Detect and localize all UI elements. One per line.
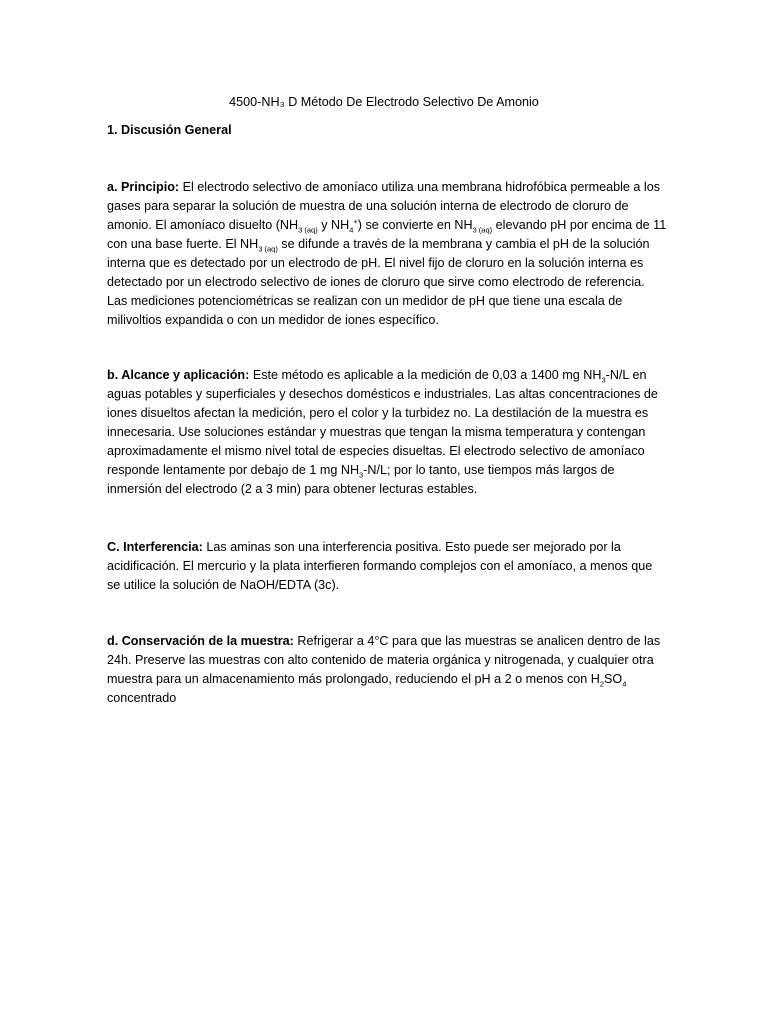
paragraph-alcance [107, 366, 663, 499]
paragraph-line: iones disueltos afectan la medición, pero el color y la turbidez no. La destilación de la muestra es [107, 406, 649, 420]
paragraph-line: se utilice la solución de NaOH/EDTA (3c). [107, 578, 340, 592]
paragraph-interferencia [107, 538, 663, 595]
paragraph-line: detectado por un electrodo selectivo de iones de cloruro que sirve como electrodo de referencia. [107, 275, 645, 289]
paragraph-line: acidificación. El mercurio y la plata interfieren formando complejos con el amoníaco, a menos que [107, 559, 653, 573]
paragraph-line: innecesaria. Use soluciones estándar y muestras que tengan la misma temperatura y contengan [107, 425, 646, 439]
paragraph-line: a. Principio: El electrodo selectivo de amoníaco utiliza una membrana hidrofóbica permeable a los [107, 180, 661, 194]
paragraph-label: C. Interferencia: [107, 540, 203, 554]
paragraph-line: con una base fuerte. El $NH_{3 (aq)}$ se difunde a través de la membrana y cambia el pH de la solución [107, 237, 650, 254]
section-heading: 1. Discusión General [107, 123, 232, 137]
paragraph-line: 24h. Preserve las muestras con alto contenido de materia orgánica y nitrogenada, y cualquier otra [107, 653, 654, 667]
paragraph-line: gases para separar la solución de muestra de una solución interna de electrodo de cloruro de [107, 199, 629, 213]
paragraph-conservacion [107, 632, 663, 708]
paragraph-line: milivoltios expandida o con un medidor de iones específico. [107, 313, 439, 327]
paragraph-line: Las mediciones potenciométricas se realizan con un medidor de pH que tiene una escala de [107, 294, 623, 308]
paragraph-line: amonio. El amoníaco disuelto ($NH_{3 (aq)}$ y $NH_4^+$) se convierte en $NH_{3 (aq)}$ elevando pH por encima de 11 [107, 216, 667, 235]
paragraph-label: a. Principio: [107, 180, 180, 194]
paragraph-principio [107, 178, 667, 330]
document-title: 4500-NH₃ D Método De Electrodo Selectivo De Amonio [229, 95, 539, 109]
paragraph-line: aguas potables y superficiales y desechos domésticos e industriales. Las altas concentraciones de [107, 387, 658, 401]
paragraph-line: interna que es detectado por un electrodo de pH. El nivel fijo de cloruro en la solución interna es [107, 256, 644, 270]
paragraph-label: d. Conservación de la muestra: [107, 634, 294, 648]
paragraph-line: aproximadamente el mismo nivel total de especies disueltas. El electrodo selectivo de amoníaco [107, 444, 645, 458]
paragraph-line: muestra para un almacenamiento más prolongado, reduciendo el pH a 2 o menos con $H_2SO_4$ [107, 672, 627, 689]
paragraph-label: b. Alcance y aplicación: [107, 368, 250, 382]
paragraph-line: C. Interferencia: Las aminas son una interferencia positiva. Esto puede ser mejorado por la [107, 540, 621, 554]
paragraph-line: d. Conservación de la muestra: Refrigerar a 4°C para que las muestras se analicen dentro de las [107, 634, 661, 648]
paragraph-line: inmersión del electrodo (2 a 3 min) para obtener lecturas estables. [107, 482, 478, 496]
paragraph-line: responde lentamente por debajo de 1 mg $NH_3-N/L$; por lo tanto, use tiempos más largos de [107, 463, 615, 480]
paragraph-line: concentrado [107, 691, 177, 705]
paragraph-line: b. Alcance y aplicación: Este método es aplicable a la medición de 0,03 a 1400 mg $NH_3-N/L$ en [107, 368, 647, 385]
